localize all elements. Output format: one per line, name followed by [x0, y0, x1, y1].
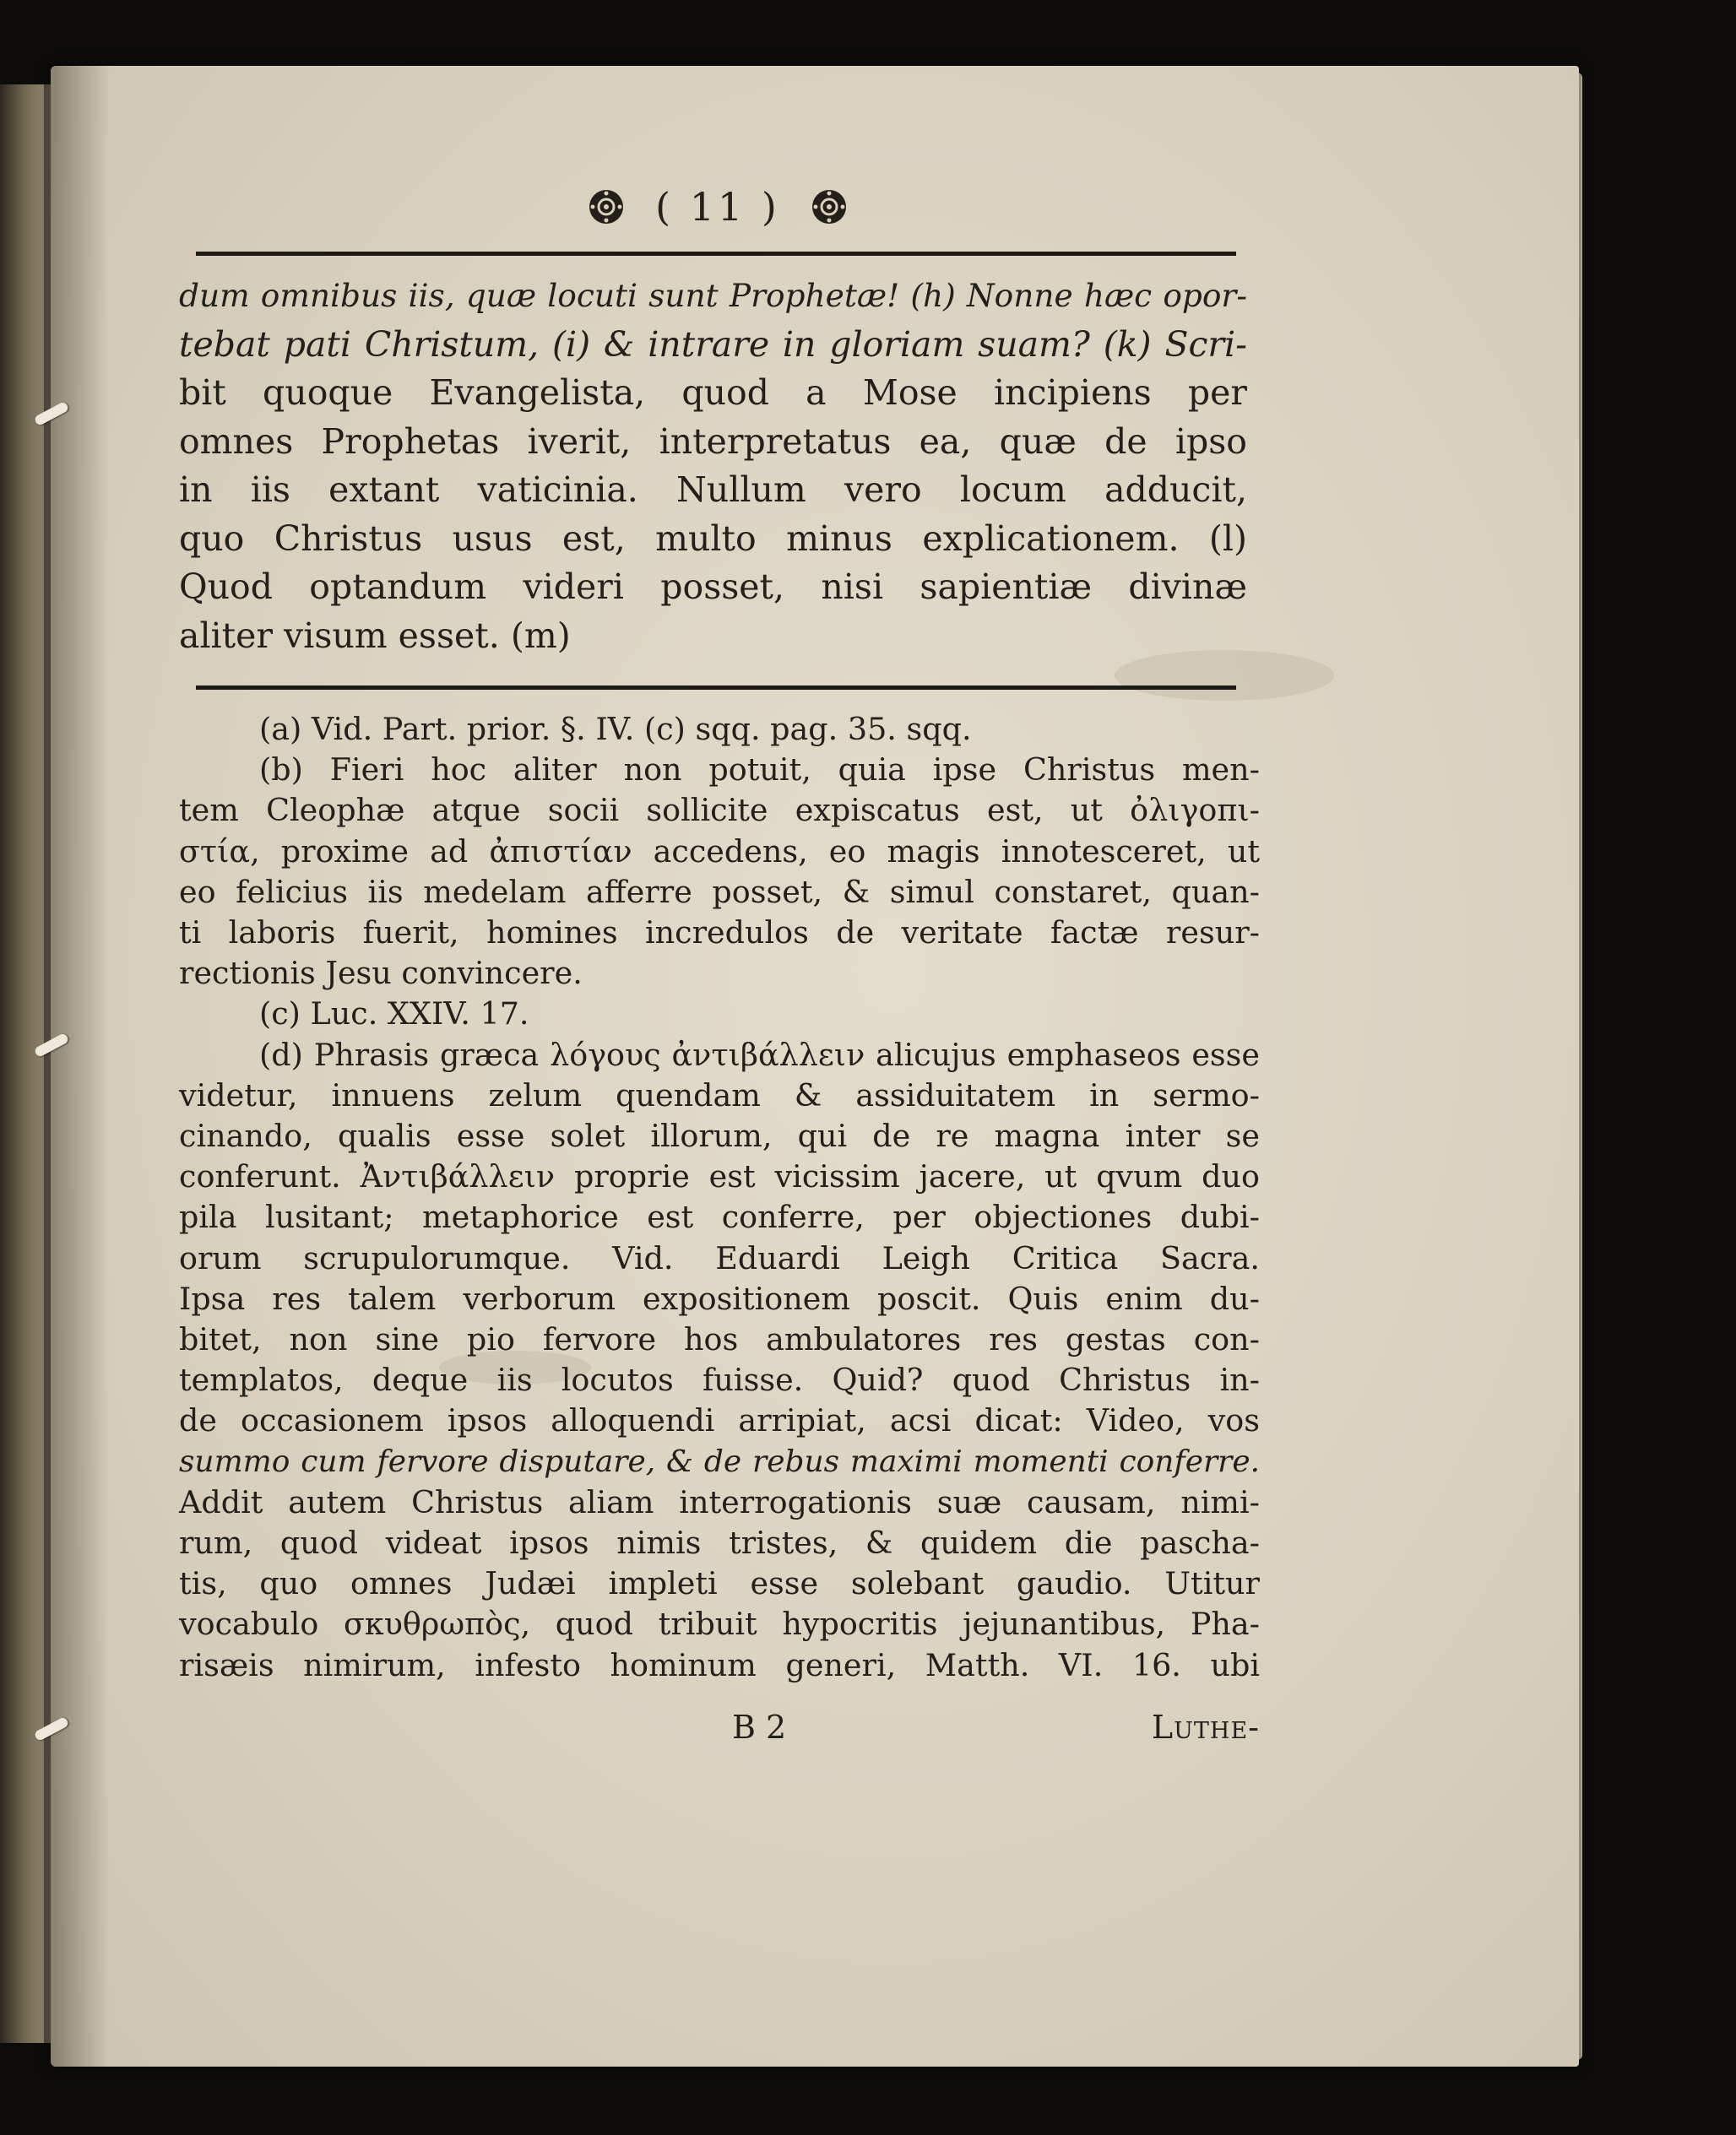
- footnote-line: Ipsa res talem verborum expositionem poscit. Quis enim du-: [179, 1280, 1260, 1317]
- header-rule: [196, 252, 1236, 256]
- text-line: tebat pati Christum, (i) & intrare in gloriam suam? (k) Scri-: [179, 323, 1247, 365]
- page-footer: [179, 1709, 1260, 1759]
- footnote-line: templatos, deque iis locutos fuisse. Quid? quod Christus in-: [179, 1362, 1260, 1399]
- gutter-shadow: [51, 66, 110, 2067]
- signature-mark: B 2: [732, 1709, 787, 1746]
- footnote-line: bitet, non sine pio fervore hos ambulatores res gestas con-: [179, 1321, 1260, 1358]
- footnote-line: risæis nimirum, infesto hominum generi, Matth. VI. 16. ubi: [179, 1646, 1260, 1683]
- footnote-line: (d) Phrasis græca λόγους ἀντιβάλλειν alicujus emphaseos esse: [259, 1036, 1260, 1073]
- footnote-line: summo cum fervore disputare, & de rebus maximi momenti conferre.: [179, 1444, 1260, 1479]
- footnote-line: (b) Fieri hoc aliter non potuit, quia ipse Christus men-: [259, 751, 1260, 788]
- page-number: ( 11 ): [655, 184, 780, 230]
- main-text: [179, 272, 1247, 660]
- footnotes: [179, 709, 1260, 1686]
- flower-ornament-icon: [588, 188, 625, 225]
- page-header: [540, 179, 895, 235]
- text-line: quo Christus usus est, multo minus explicationem. (l): [179, 517, 1247, 559]
- footnote-line: videtur, innuens zelum quendam & assiduitatem in sermo-: [179, 1076, 1260, 1114]
- footnote-line: eo felicius iis medelam afferre posset, & simul constaret, quan-: [179, 873, 1260, 910]
- footnote-line: rectionis Jesu convincere.: [179, 955, 583, 992]
- text-line: dum omnibus iis, quæ locuti sunt Prophetæ! (h) Nonne hæc opor-: [179, 277, 1247, 314]
- text-line: Quod optandum videri posset, nisi sapientiæ divinæ: [179, 566, 1247, 607]
- footnote-line: ti laboris fuerit, homines incredulos de veritate factæ resur-: [179, 914, 1260, 951]
- text-line: in iis extant vaticinia. Nullum vero locum adducit,: [179, 469, 1247, 510]
- footnote-line: conferunt. Ἀντιβάλλειν proprie est vicissim jacere, ut qvum duo: [179, 1158, 1260, 1195]
- footnote-line: vocabulo σκυθρωπὸς, quod tribuit hypocritis jejunantibus, Pha-: [179, 1606, 1260, 1643]
- footnote-line: (a) Vid. Part. prior. §. IV. (c) sqq. pag. 35. sqq.: [259, 711, 972, 747]
- footnote-line: (c) Luc. XXIV. 17.: [259, 995, 529, 1032]
- text-line: bit quoque Evangelista, quod a Mose incipiens per: [179, 372, 1247, 413]
- footnote-line: tem Cleophæ atque socii sollicite expiscatus est, ut ὀλιγοπι-: [179, 792, 1260, 829]
- footnote-rule: [196, 685, 1236, 690]
- text-line: aliter visum esset. (m): [179, 615, 571, 656]
- footnote-line: orum scrupulorumque. Vid. Eduardi Leigh Critica Sacra.: [179, 1239, 1260, 1276]
- footnote-line: de occasionem ipsos alloquendi arripiat, acsi dicat: Video, vos: [179, 1402, 1260, 1439]
- text-line: omnes Prophetas iverit, interpretatus ea, quæ de ipso: [179, 420, 1247, 462]
- footnote-line: cinando, qualis esse solet illorum, qui de re magna inter se: [179, 1118, 1260, 1155]
- footnote-line: pila lusitant; metaphorice est conferre, per objectiones dubi-: [179, 1199, 1260, 1236]
- catchword: Luthe-: [1151, 1709, 1260, 1746]
- flower-ornament-icon: [811, 188, 848, 225]
- footnote-line: rum, quod videat ipsos nimis tristes, & quidem die pascha-: [179, 1525, 1260, 1562]
- footnote-line: Addit autem Christus aliam interrogationis suæ causam, nimi-: [179, 1483, 1260, 1520]
- footnote-line: στία, proxime ad ἀπιστίαν accedens, eo magis innotesceret, ut: [179, 832, 1260, 870]
- footnote-line: tis, quo omnes Judæi impleti esse solebant gaudio. Utitur: [179, 1565, 1260, 1602]
